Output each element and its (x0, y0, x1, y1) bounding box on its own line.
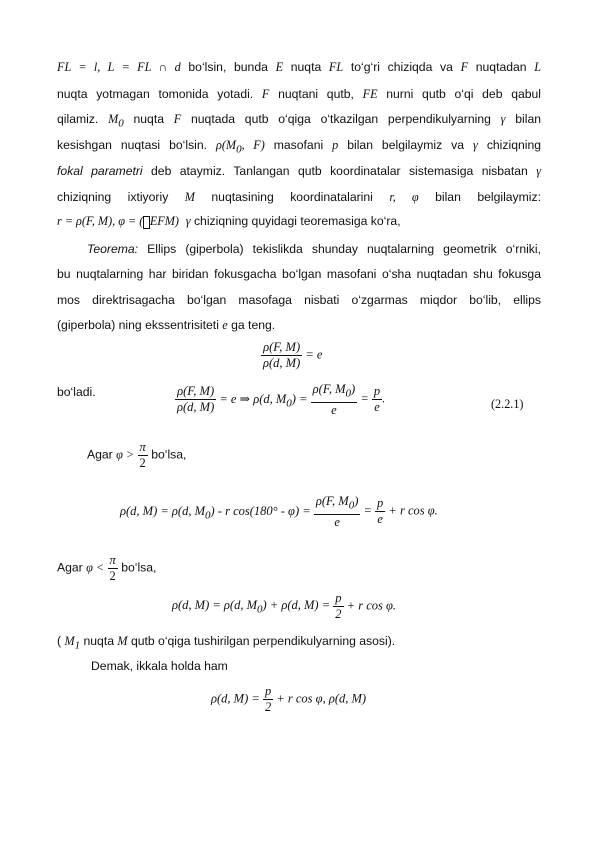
text-fragment: kesishgan nuqtasi bo‘lsin. (57, 138, 208, 152)
fraction: $\frac{\rho(F, M_0)}{e}$ (312, 382, 356, 417)
italic-term: fokal parametri (57, 164, 143, 178)
text-fragment: nuqta (290, 60, 322, 74)
text-fragment: nuqtadan (475, 60, 527, 74)
math-expression: $\rho(M_0$, F) (216, 138, 265, 156)
math-symbol: $M_0$ (108, 112, 124, 130)
math-expression: = e ⇒ ρ(d, $M_0$) = (219, 391, 308, 410)
math-symbol: = (360, 391, 369, 406)
text-fragment: nurni qutb o‘qi deb qabul (386, 87, 542, 101)
math-symbol: γ (185, 214, 191, 228)
math-expression: + r cos φ, ρ(d, M) (276, 691, 367, 706)
fraction: $\frac{\rho(F, M)}{\rho(d, M)}$ (177, 384, 215, 415)
text-fragment: ( (57, 634, 62, 648)
theorem-line-1 (87, 242, 541, 256)
text-fragment: chiziqning ixtiyoriy (57, 190, 169, 204)
math-fl-definition: FL = l, L = FL ∩ d (57, 60, 181, 74)
paragraph-line-4 (57, 138, 541, 156)
math-symbol: $M_1$ (64, 634, 81, 652)
text-fragment: (giperbola) ning ekssentrisiteti (57, 318, 219, 332)
text-fragment: bilan (515, 112, 541, 126)
math-expression: = e (305, 347, 323, 362)
theorem-line-2 (57, 267, 541, 281)
theorem-line-3 (57, 293, 541, 307)
text-fragment: chiziqning quyidagi teoremasiga ko‘ra, (193, 214, 401, 228)
paragraph-line-3 (57, 112, 541, 130)
math-symbol: e (222, 318, 228, 332)
demak-line: Demak, ikkala holda ham (91, 659, 228, 673)
math-expression: + r cos φ. (388, 503, 438, 518)
math-symbol: FL (328, 60, 344, 74)
text-fragment: masofani (273, 138, 324, 152)
paragraph-line-7 (57, 214, 401, 230)
fraction: $\frac{p}{2}$ (335, 591, 342, 621)
math-symbol: EFM (149, 214, 175, 228)
text-fragment: qilamiz. (57, 112, 99, 126)
text-fragment: Agar (57, 560, 83, 575)
fraction: $\frac{\pi}{2}$ (139, 440, 146, 470)
text-fragment: chiziqning (486, 138, 542, 152)
theorem-label: Teorema: (87, 242, 139, 256)
math-symbol: r, φ (389, 190, 419, 204)
text-fragment: nuqtani qutb, (278, 87, 354, 101)
text-fragment: to‘g‘ri chiziqda va (350, 60, 453, 74)
paragraph-line-2 (57, 87, 541, 101)
math-symbol: E (275, 60, 284, 74)
text-fragment: bilan belgilaymiz va (347, 138, 465, 152)
math-symbol: F (460, 60, 469, 74)
equation-case-1 (120, 494, 438, 530)
fraction: $\frac{\rho(F, M)}{\rho(d, M)}$ (263, 340, 301, 370)
fraction: $\frac{\pi}{2}$ (109, 553, 116, 583)
paragraph-line-5 (57, 164, 541, 178)
text-fragment: bu nuqtalarning har biridan fokusgacha bo‘lgan masofani o‘sha nuqtadan shu fokusga (57, 267, 541, 281)
math-symbol: γ (500, 112, 506, 126)
note-line (57, 634, 395, 652)
fraction: $\frac{p}{2}$ (264, 684, 272, 714)
text-fragment: qutb o‘qiga tushirilgan perpendikulyarning asosi). (130, 634, 396, 648)
math-symbol: M (117, 634, 128, 648)
math-expression: ρ(d, M) = (211, 691, 260, 706)
boladi-text: bo‘ladi. (57, 385, 96, 399)
equation-2-2-1 (175, 382, 385, 418)
text-fragment: nuqta yotmagan tomonida yotadi. (57, 87, 254, 101)
math-symbol: = (363, 503, 372, 518)
math-symbol: . (382, 391, 386, 406)
math-symbol: M (184, 190, 195, 204)
math-symbol: ) (174, 214, 179, 228)
text-fragment: nuqtada qutb o‘qiga o‘tkazilgan perpendikulyarning (190, 112, 491, 126)
fraction: $\frac{p}{e}$ (377, 496, 384, 527)
text-fragment: Ellips (giperbola) tekislikda shunday nuqtalarning geometrik o‘rniki, (147, 242, 541, 256)
text-fragment: nuqta (83, 634, 114, 648)
text-fragment: mos direktrisagacha bo‘lgan masofaga nisbati o‘zgarmas miqdor bo‘lib, ellips (57, 293, 541, 307)
text-fragment: bo‘lsa, (121, 560, 157, 575)
text-fragment: bo‘lsin, bunda (188, 60, 268, 74)
math-expression: φ > (116, 447, 135, 462)
fraction: $\frac{p}{e}$ (373, 384, 381, 415)
math-expression: ρ(d, M) = ρ(d, $M_0$) - r cos(180° - φ) = (120, 503, 311, 522)
condition-line-1 (87, 440, 186, 471)
text-fragment: bilan belgilaymiz: (435, 190, 541, 204)
math-symbol: F (173, 112, 182, 126)
math-symbol: γ (473, 138, 478, 152)
fraction: $\frac{\rho(F, M_0)}{e}$ (315, 494, 359, 529)
math-symbol: p (332, 138, 339, 152)
text-fragment: deb ataymiz. Tanlangan qutb koordinatalar sistemasiga nisbatan (151, 164, 528, 178)
text-fragment: bo‘lsa, (151, 447, 187, 462)
math-expression: ρ(d, M) = ρ(d, $M_0) + \rho(d$, M) = (172, 598, 331, 616)
text-fragment: ga teng. (231, 318, 276, 332)
text-fragment: nuqta (133, 112, 164, 126)
math-symbol: F (261, 87, 270, 101)
equation-case-2 (172, 591, 396, 622)
condition-line-2 (57, 553, 156, 584)
paragraph-line-1 (57, 60, 541, 74)
math-expression: φ < (86, 560, 105, 575)
text-fragment: Agar (87, 447, 113, 462)
paragraph-line-6 (57, 190, 541, 204)
text-fragment: nuqtasining koordinatalarini (211, 190, 373, 204)
equation-label: (2.2.1) (491, 397, 524, 411)
math-symbol: FE (362, 87, 378, 101)
math-symbol: L (534, 60, 542, 74)
equation-conclusion (211, 684, 366, 715)
math-expression: + r cos φ. (346, 598, 397, 613)
theorem-line-4 (57, 318, 275, 332)
math-expression: r = ρ(F, M), φ = ( (57, 214, 144, 228)
math-symbol: γ (536, 164, 541, 178)
equation-eccentricity (261, 340, 322, 371)
